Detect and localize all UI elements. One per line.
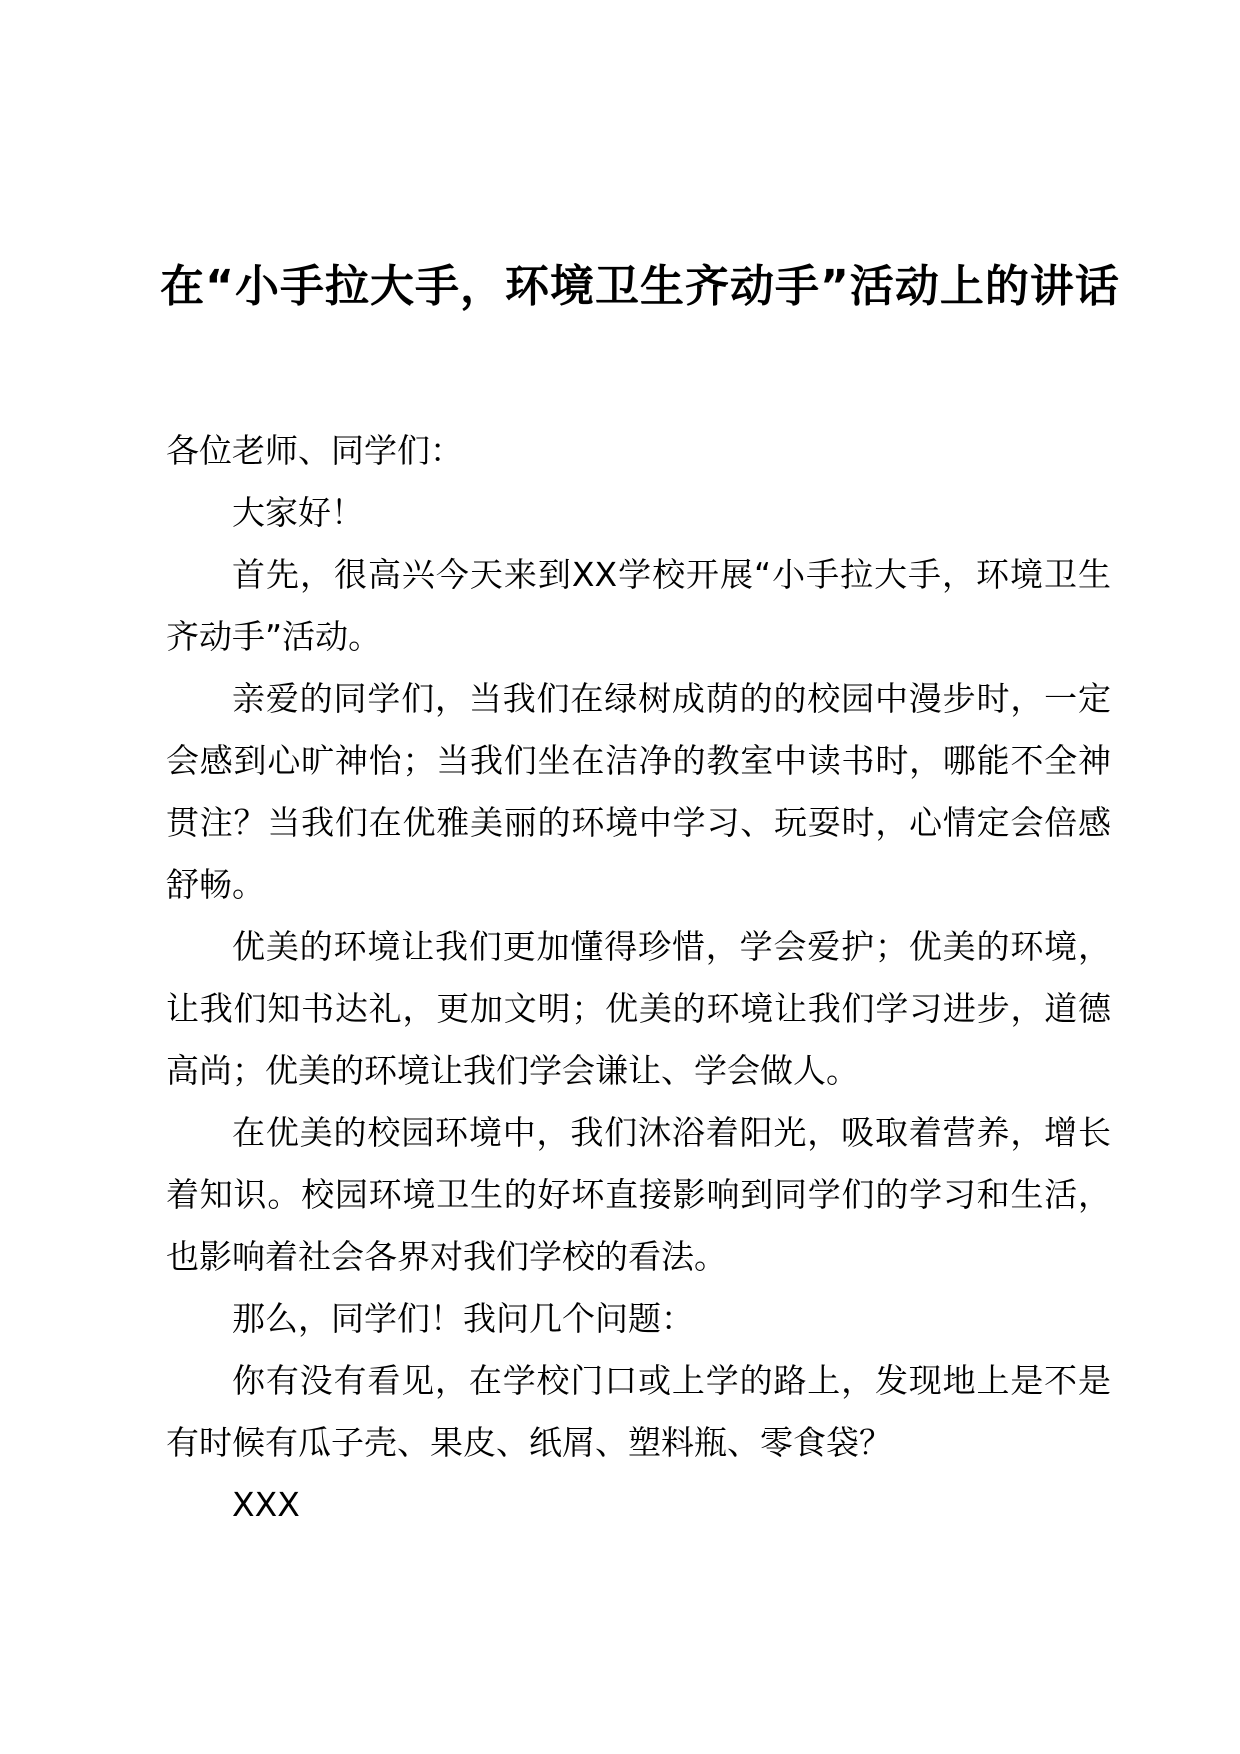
- signature: XXX: [232, 1485, 300, 1524]
- salutation: 各位老师、同学们：: [166, 431, 463, 470]
- paragraph: 你有没有看见，在学校门口或上学的路上，发现地上是不是有时候有瓜子壳、果皮、纸屑、塑料瓶、零食袋？: [166, 1361, 1111, 1462]
- document-title: 在“小手拉大手，环境卫生齐动手”活动上的讲话: [160, 261, 1120, 312]
- paragraph: 大家好！: [232, 493, 364, 532]
- paragraph: 优美的环境让我们更加懂得珍惜，学会爱护；优美的环境，让我们知书达礼，更加文明；优美的环境让我们学习进步，道德高尚；优美的环境让我们学会谦让、学会做人。: [166, 927, 1111, 1090]
- paragraph: 那么，同学们！我问几个问题：: [232, 1299, 694, 1338]
- paragraph: 首先，很高兴今天来到XX学校开展“小手拉大手，环境卫生齐动手”活动。: [166, 555, 1111, 656]
- document-body: [166, 420, 1111, 1536]
- paragraph: 在优美的校园环境中，我们沐浴着阳光，吸取着营养，增长着知识。校园环境卫生的好坏直接影响到同学们的学习和生活，也影响着社会各界对我们学校的看法。: [166, 1113, 1111, 1276]
- paragraph: 亲爱的同学们，当我们在绿树成荫的的校园中漫步时，一定会感到心旷神怡；当我们坐在洁净的教室中读书时，哪能不全神贯注？当我们在优雅美丽的环境中学习、玩耍时，心情定会倍感舒畅。: [166, 679, 1111, 904]
